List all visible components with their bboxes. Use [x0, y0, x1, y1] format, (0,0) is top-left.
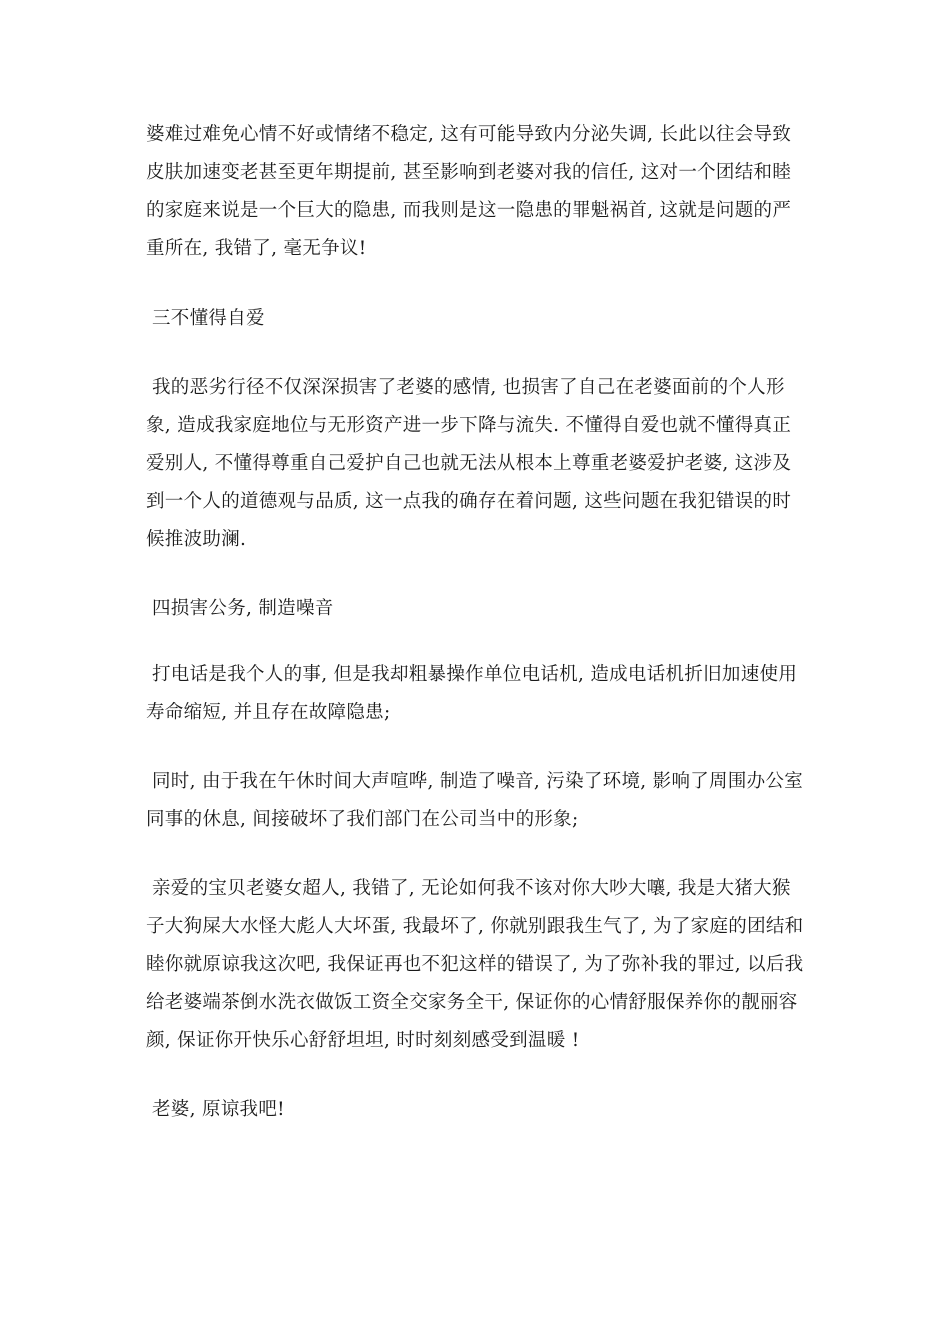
paragraph-2-line-5: 候推波助澜.: [146, 529, 247, 550]
paragraph-2-line-3: 爱别人, 不懂得尊重自己爱护自己也就无法从根本上尊重老婆爱护老婆, 这涉及: [146, 453, 792, 474]
paragraph-5-line-1: 亲爱的宝贝老婆女超人, 我错了, 无论如何我不该对你大吵大嚷, 我是大猪大猴: [152, 878, 791, 899]
paragraph-5-line-3: 睦你就原谅我这次吧, 我保证再也不犯这样的错误了, 为了弥补我的罪过, 以后我: [146, 954, 804, 975]
paragraph-2-line-2: 象, 造成我家庭地位与无形资产进一步下降与流失. 不懂得自爱也就不懂得真正: [146, 415, 792, 436]
paragraph-1-line-1: 婆难过难免心情不好或情绪不稳定, 这有可能导致内分泌失调, 长此以往会导致: [146, 124, 792, 145]
section-heading-4: 四损害公务, 制造噪音: [152, 598, 334, 619]
paragraph-2-line-1: 我的恶劣行径不仅深深损害了老婆的感情, 也损害了自己在老婆面前的个人形: [152, 377, 785, 398]
paragraph-2-line-4: 到一个人的道德观与品质, 这一点我的确存在着问题, 这些问题在我犯错误的时: [146, 491, 792, 512]
paragraph-1-line-3: 的家庭来说是一个巨大的隐患, 而我则是这一隐患的罪魁祸首, 这就是问题的严: [146, 200, 792, 221]
paragraph-4-line-2: 同事的休息, 间接破坏了我们部门在公司当中的形象;: [146, 809, 579, 830]
paragraph-3-line-2: 寿命缩短, 并且存在故障隐患;: [146, 702, 391, 723]
paragraph-5-line-5: 颜, 保证你开快乐心舒舒坦坦, 时时刻刻感受到温暖 !: [146, 1030, 580, 1051]
paragraph-3-line-1: 打电话是我个人的事, 但是我却粗暴操作单位电话机, 造成电话机折旧加速使用: [152, 664, 798, 685]
paragraph-1-line-2: 皮肤加速变老甚至更年期提前, 甚至影响到老婆对我的信任, 这对一个团结和睦: [146, 162, 792, 183]
paragraph-4-line-1: 同时, 由于我在午休时间大声喧哗, 制造了噪音, 污染了环境, 影响了周围办公室: [152, 771, 804, 792]
paragraph-5-line-4: 给老婆端茶倒水洗衣做饭工资全交家务全干, 保证你的心情舒服保养你的靓丽容: [146, 992, 798, 1013]
paragraph-1-line-4: 重所在, 我错了, 毫无争议!: [146, 238, 367, 259]
paragraph-5-line-2: 子大狗屎大水怪大彪人大坏蛋, 我最坏了, 你就别跟我生气了, 为了家庭的团结和: [146, 916, 804, 937]
section-heading-3: 三不懂得自爱: [152, 308, 265, 329]
closing-line: 老婆, 原谅我吧!: [152, 1099, 285, 1120]
